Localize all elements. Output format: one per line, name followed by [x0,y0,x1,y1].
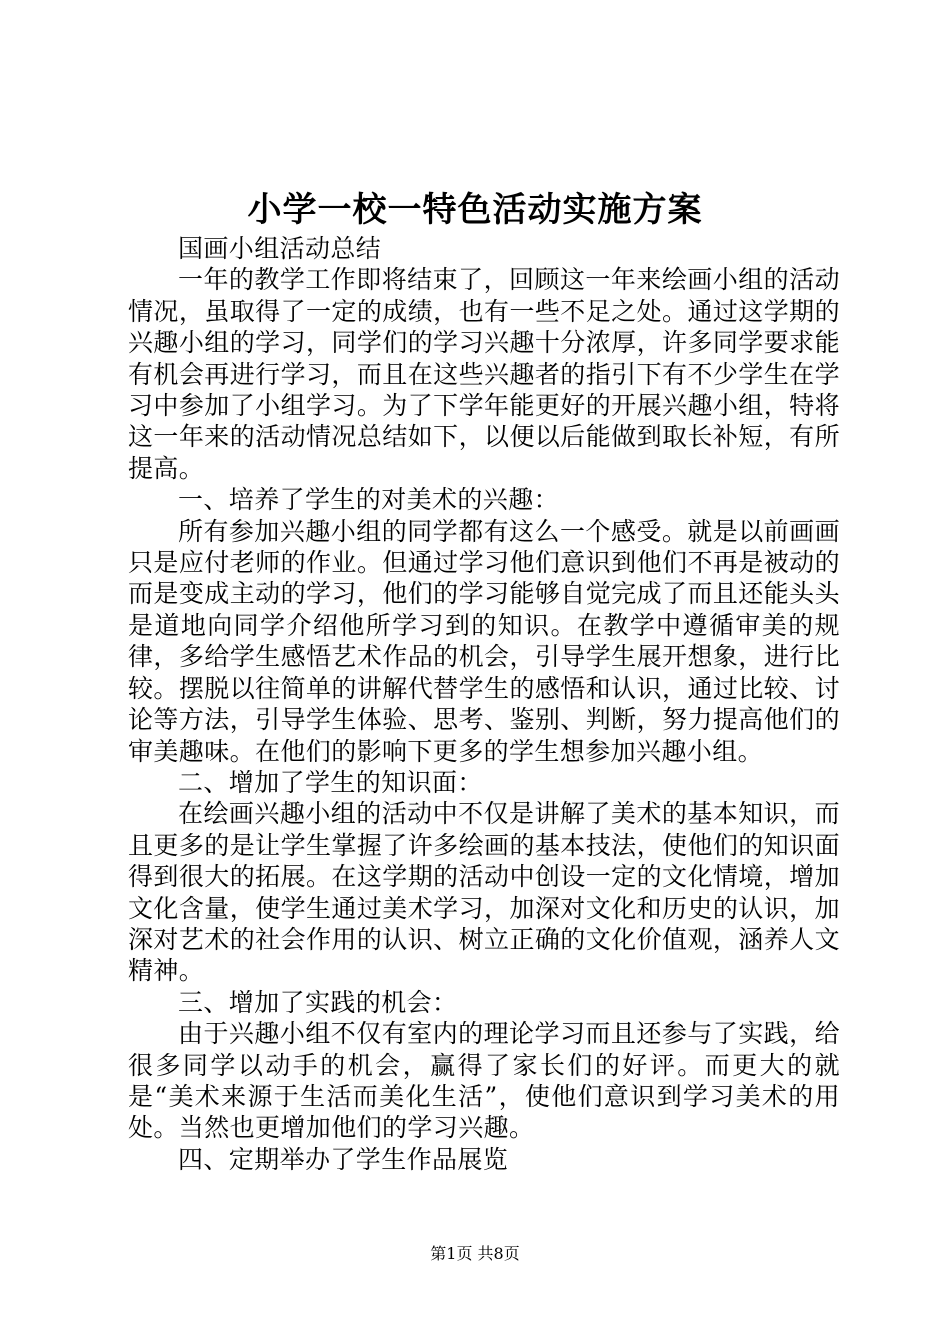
paragraph-section-1: 所有参加兴趣小组的同学都有这么一个感受。就是以前画画只是应付老师的作业。但通过学习他们意识到他们不再是被动的而是变成主动的学习，他们的学习能够自觉完成了而且还能头头是道地向同学介绍他所学习到的知识。在教学中遵循审美的规律，多给学生感悟艺术作品的机会，引导学生展开想象，进行比较。摆脱以往简单的讲解代替学生的感悟和认识，通过比较、讨论等方法，引导学生体验、思考、鉴别、判断，努力提高他们的审美趣味。在他们的影响下更多的学生想参加兴趣小组。 [128,516,840,766]
paragraph-section-3: 由于兴趣小组不仅有室内的理论学习而且还参与了实践，给很多同学以动手的机会，赢得了家长们的好评。而更大的就是“美术来源于生活而美化生活”，使他们意识到学习美术的用处。当然也更增加他们的学习兴趣。 [128,1019,840,1143]
document-body [128,233,840,1175]
paragraph-intro: 一年的教学工作即将结束了，回顾这一年来绘画小组的活动情况，虽取得了一定的成绩，也有一些不足之处。通过这学期的兴趣小组的学习，同学们的学习兴趣十分浓厚，许多同学要求能有机会再进行学习，而且在这些兴趣者的指引下有不少学生在学习中参加了小组学习。为了下学年能更好的开展兴趣小组，特将这一年来的活动情况总结如下，以便以后能做到取长补短，有所提高。 [128,265,840,483]
paragraph-subtitle: 国画小组活动总结 [178,234,382,263]
page-footer: 第1页 共8页 [430,1244,520,1263]
section-heading-1: 一、培养了学生的对美术的兴趣： [178,485,560,515]
section-heading-2: 二、增加了学生的知识面： [178,767,483,797]
paragraph-section-2: 在绘画兴趣小组的活动中不仅是讲解了美术的基本知识，而且更多的是让学生掌握了许多绘画的基本技法，使他们的知识面得到很大的拓展。在这学期的活动中创设一定的文化情境，增加文化含量，使学生通过美术学习，加深对文化和历史的认识，加深对艺术的社会作用的认识、树立正确的文化价值观，涵养人文精神。 [128,799,840,986]
section-heading-4: 四、定期举办了学生作品展览 [178,1144,509,1174]
document-title: 小学一校一特色活动实施方案 [247,190,703,230]
section-heading-3: 三、增加了实践的机会： [178,987,458,1017]
